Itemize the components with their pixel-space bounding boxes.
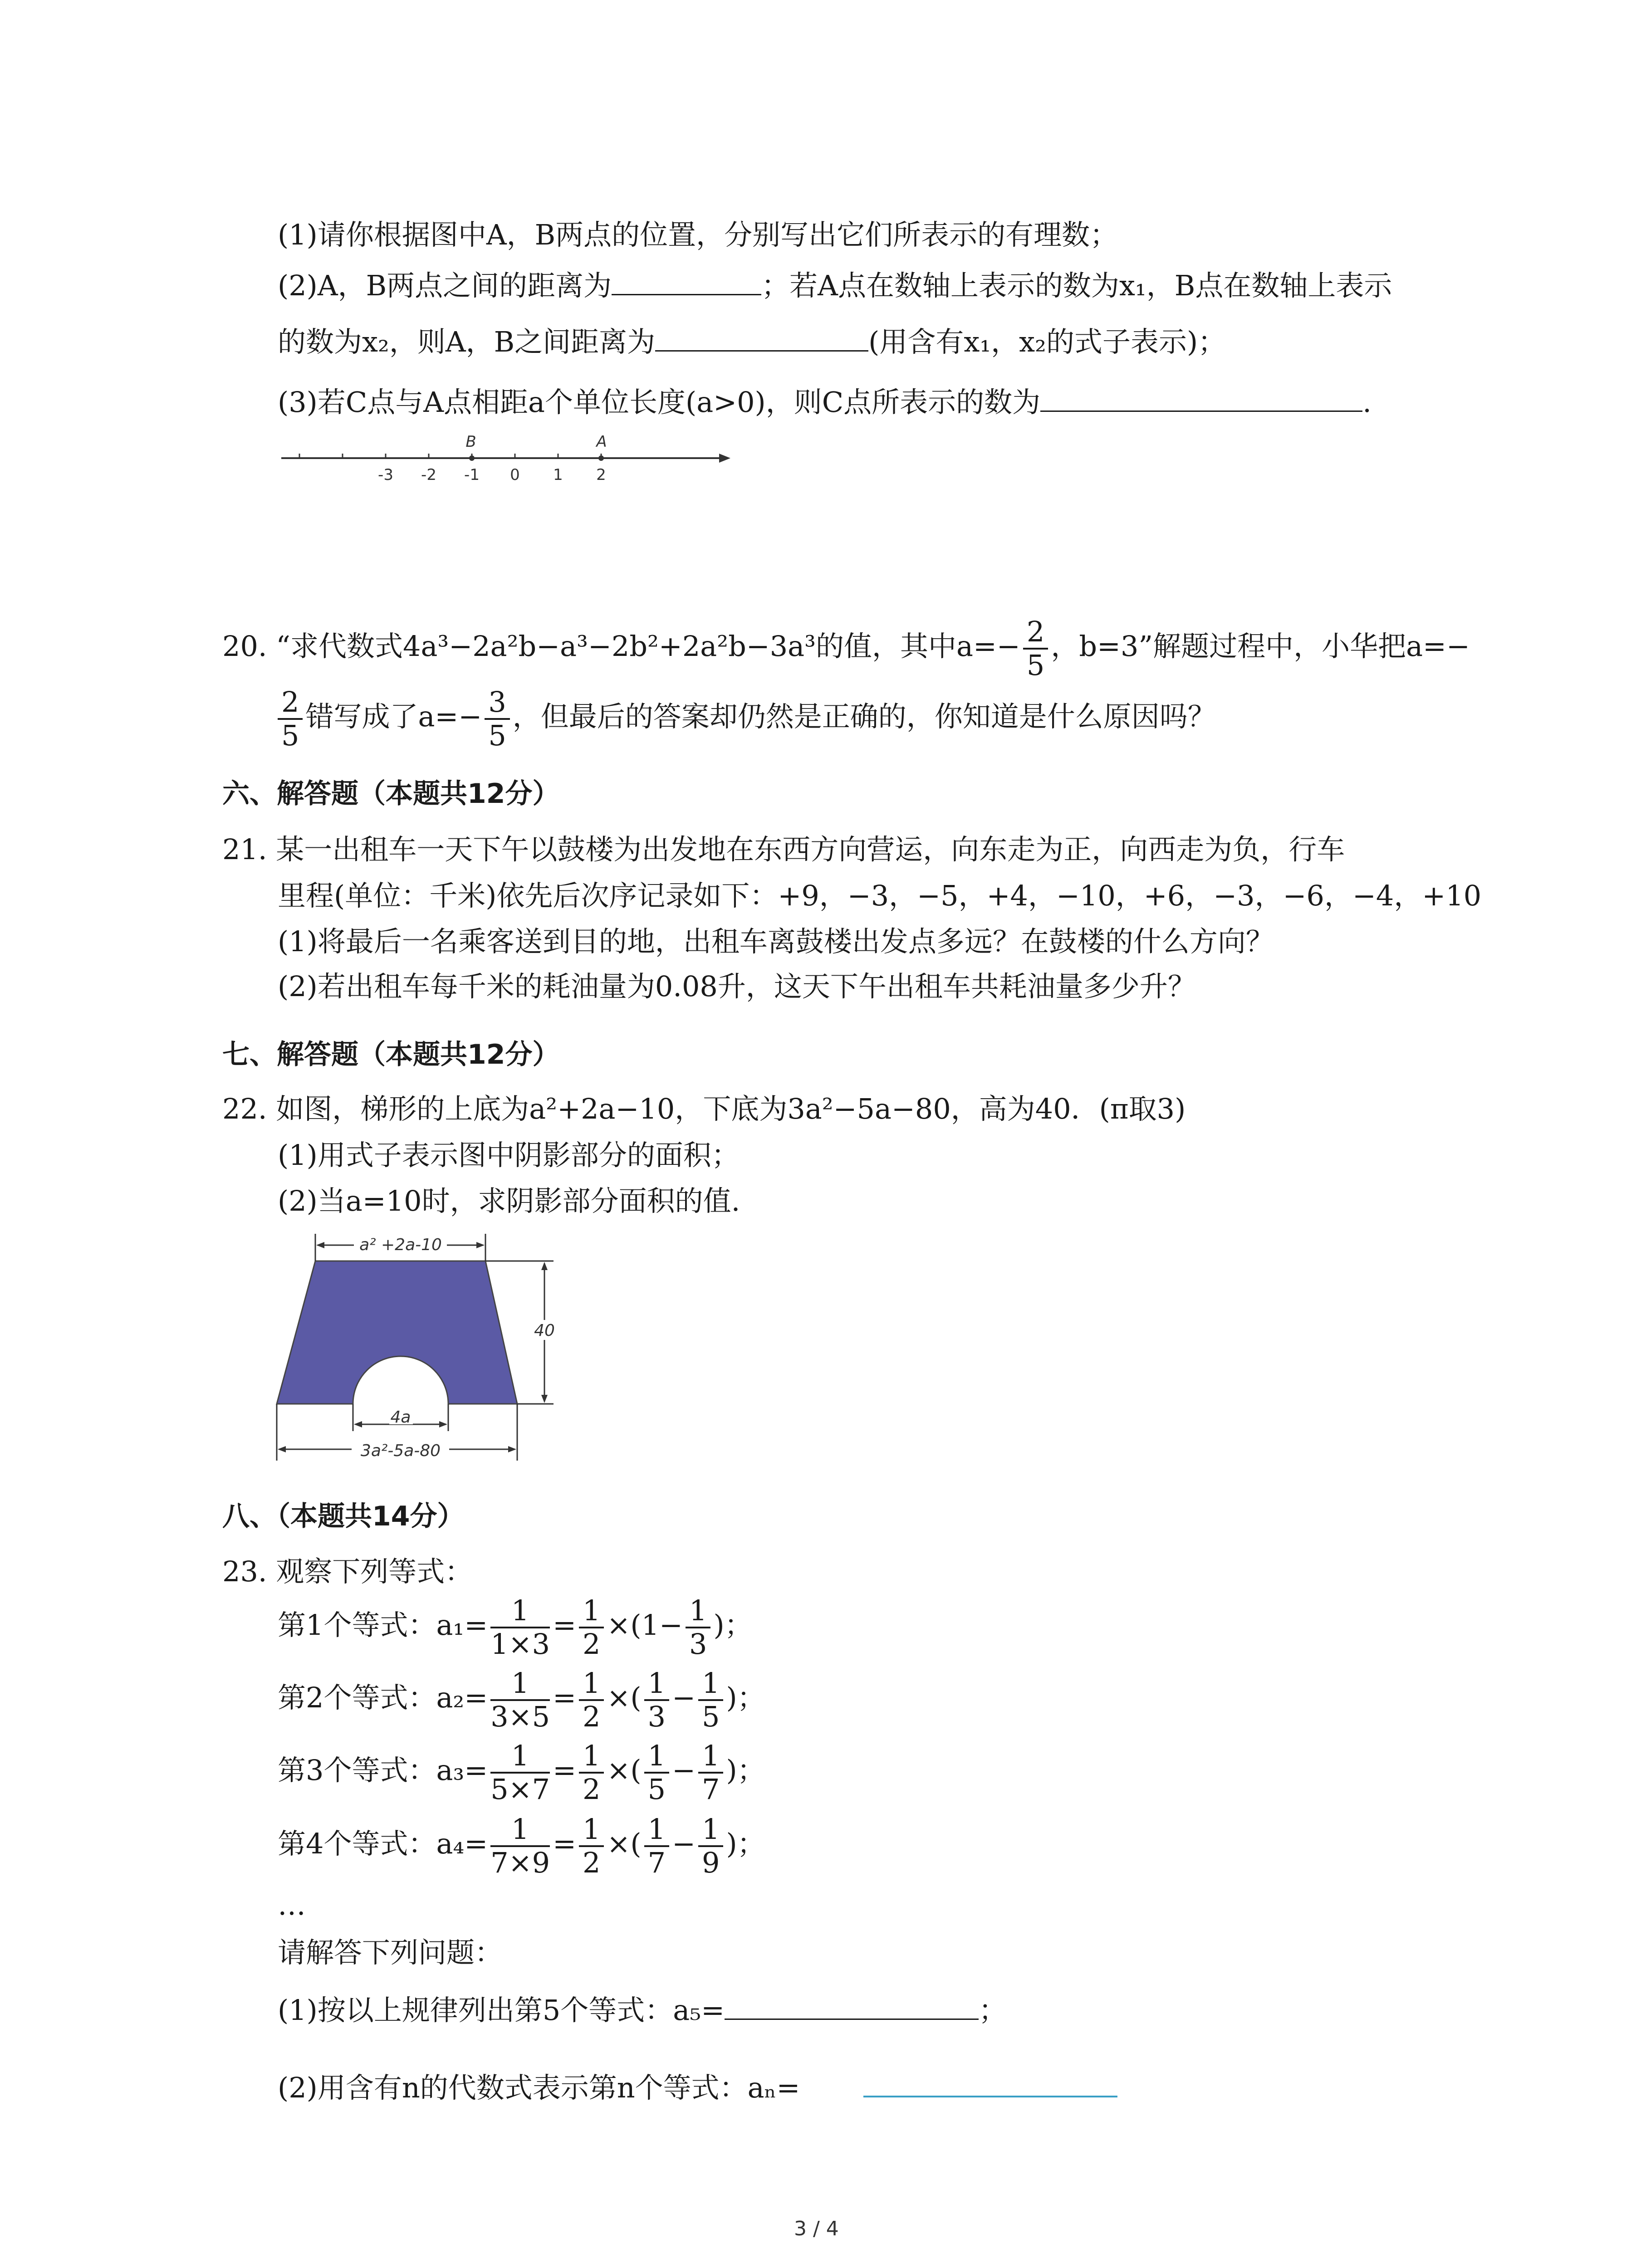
q23-part2: [278, 2068, 1117, 2106]
tick-label-1: 1: [553, 466, 563, 484]
q23-eq2-frac2: $\frac{1}{5}$: [698, 1667, 723, 1733]
q20-text-b: ，b=3”解题过程中，小华把a=−: [1051, 630, 1470, 663]
q21-line1: 21. 某一出租车一天下午以鼓楼为出发地在东西方向营运，向东走为正，向西走为负，行车: [222, 833, 1345, 866]
q23-eq2-tail: ×(: [607, 1681, 642, 1714]
q22-part2: (2)当a=10时，求阴影部分面积的值.: [278, 1184, 740, 1217]
q23-eq1-frac: $\frac{1}{1\times 3}$: [490, 1593, 550, 1661]
q23-eq2-label: 第2个等式：a₂=: [278, 1681, 488, 1714]
q23-eq2-half: $\frac{1}{2}$: [579, 1667, 604, 1733]
q23-part1: [278, 1991, 1007, 2028]
q23-eq2-frac1: $\frac{1}{3}$: [644, 1667, 669, 1733]
q19-part3: [278, 383, 1372, 420]
q23-equation-1: 第1个等式：a₁= $\frac{1}{1\times 3}$ = $\frac{1}{2}$ ×(1− $\frac{1}{3}$ )；: [278, 1593, 753, 1661]
q20-line2: [278, 683, 1216, 752]
page-number: 3 / 4: [794, 2217, 839, 2240]
q19-answer-blank-distance[interactable]: [612, 267, 761, 295]
tick-label-2: 2: [596, 466, 606, 484]
section-7-heading: 七、解答题（本题共12分）: [222, 1039, 560, 1070]
q19-part1: (1)请你根据图中A，B两点的位置，分别写出它们所表示的有理数；: [278, 218, 1118, 251]
top-base-label: a² +2a-10: [359, 1236, 442, 1254]
q19-part3-text-a: (3)若C点与A点相距a个单位长度(a>0)，则C点所表示的数为: [278, 386, 1041, 419]
q23-eq2-frac: $\frac{1}{3\times 5}$: [490, 1666, 550, 1733]
q23-eq4-frac1: $\frac{1}{7}$: [644, 1813, 669, 1879]
q20-line1: [222, 612, 1470, 681]
bottom-base-label: 3a²-5a-80: [360, 1442, 441, 1460]
q21-line2: 里程(单位：千米)依先后次序记录如下：+9，−3，−5，+4，−10，+6，−3，−6，−4，+10: [278, 879, 1482, 912]
q23-eq3-frac2: $\frac{1}{7}$: [698, 1740, 723, 1805]
q21-part2: (2)若出租车每千米的耗油量为0.08升，这天下午出租车共耗油量多少升？: [278, 970, 1196, 1003]
q23-eq1-frac2: $\frac{1}{3}$: [686, 1595, 710, 1660]
height-label: 40: [534, 1321, 555, 1340]
q23-eq4-end: )；: [726, 1827, 765, 1860]
q23-eq1-tail: ×(1−: [607, 1608, 683, 1642]
q23-equation-2: 第2个等式：a₂= $\frac{1}{3\times 5}$ = $\frac{1}{2}$ ×( $\frac{1}{3}$ − $\frac{1}{5}$ )；: [278, 1666, 765, 1733]
q23-answer-blank-a5[interactable]: [725, 1991, 979, 2020]
q23-eq4-frac2: $\frac{1}{9}$: [698, 1813, 723, 1879]
q23-part1-text: (1)按以上规律列出第5个等式：a₅=: [278, 1994, 725, 2027]
q20-text-c: 错写成了a=−: [305, 700, 482, 733]
q23-eq4-label: 第4个等式：a₄=: [278, 1827, 488, 1860]
q19-part2-text-a: (2)A，B两点之间的距离为: [278, 269, 612, 302]
q19-answer-blank-expression[interactable]: [655, 323, 868, 352]
hole-diameter-label: 4a: [390, 1408, 411, 1427]
number-line-figure: [277, 426, 740, 490]
tick-label-0: 0: [510, 466, 520, 484]
q19-part3-text-b: .: [1362, 386, 1372, 419]
q20-text-a: 20. “求代数式4a³−2a²b−a³−2b²+2a²b−3a³的值，其中a=−: [222, 630, 1020, 663]
q23-ellipsis: …: [278, 1888, 306, 1921]
section-8-heading: 八、（本题共14分）: [222, 1501, 465, 1532]
q23-eq1-half: $\frac{1}{2}$: [579, 1595, 604, 1660]
q23-ask: 请解答下列问题：: [278, 1936, 503, 1969]
q23-equation-4: 第4个等式：a₄= $\frac{1}{7\times 9}$ = $\frac{1}{2}$ ×( $\frac{1}{7}$ − $\frac{1}{9}$ )；: [278, 1812, 765, 1879]
q19-part2-text-b: ；若A点在数轴上表示的数为x₁，B点在数轴上表示: [761, 269, 1392, 302]
q23-eq3-label: 第3个等式：a₃=: [278, 1754, 488, 1787]
q23-answer-blank-an[interactable]: [863, 2068, 1117, 2097]
trapezoid-shaded-region: [277, 1261, 517, 1404]
q20-fraction-2-5-cont: $\frac{2}{5}$: [278, 686, 303, 752]
q19-answer-blank-c[interactable]: [1040, 383, 1362, 412]
q23-part2-text: (2)用含有n的代数式表示第n个等式：aₙ=: [278, 2071, 800, 2104]
q20-text-d: ，但最后的答案却仍然是正确的，你知道是什么原因吗？: [512, 700, 1216, 733]
q23-eq1-label: 第1个等式：a₁=: [278, 1608, 488, 1642]
q23-eq3-end: )；: [726, 1754, 765, 1787]
point-a-label: A: [596, 433, 607, 451]
point-a-marker: [598, 455, 604, 461]
q23-line1: 23. 观察下列等式：: [222, 1555, 473, 1588]
tick-label-neg2: -2: [421, 466, 436, 484]
q23-eq4-frac: $\frac{1}{7\times 9}$: [490, 1812, 550, 1879]
q23-eq3-frac: $\frac{1}{5\times 7}$: [490, 1739, 550, 1806]
q23-eq4-tail: ×(: [607, 1827, 642, 1860]
tick-label-neg3: -3: [378, 466, 393, 484]
q23-eq3-frac1: $\frac{1}{5}$: [644, 1740, 669, 1805]
q23-eq4-half: $\frac{1}{2}$: [579, 1813, 604, 1879]
trapezoid-figure: [272, 1225, 572, 1479]
point-b-label: B: [465, 433, 476, 451]
q20-fraction-2-5: $\frac{2}{5}$: [1023, 616, 1048, 681]
q23-eq1-end: )；: [713, 1608, 753, 1642]
q22-part1: (1)用式子表示图中阴影部分的面积；: [278, 1139, 740, 1172]
section-6-heading: 六、解答题（本题共12分）: [222, 778, 560, 810]
point-b-marker: [469, 455, 475, 461]
q22-line1: 22. 如图，梯形的上底为a²+2a−10，下底为3a²−5a−80，高为40．(π取3): [222, 1092, 1186, 1125]
q19-part2-line2: [278, 323, 1226, 360]
q19-part2-line1: [278, 267, 1392, 304]
tick-label-neg1: -1: [464, 466, 480, 484]
q19-part2-text-c: 的数为x₂，则A，B之间距离为: [278, 325, 656, 358]
q23-eq3-tail: ×(: [607, 1754, 642, 1787]
q20-fraction-3-5: $\frac{3}{5}$: [485, 686, 509, 752]
q23-part1-end: ；: [979, 1994, 1007, 2027]
q23-equation-3: 第3个等式：a₃= $\frac{1}{5\times 7}$ = $\frac{1}{2}$ ×( $\frac{1}{5}$ − $\frac{1}{7}$ )；: [278, 1739, 765, 1806]
q23-eq2-end: )；: [726, 1681, 765, 1714]
q21-part1: (1)将最后一名乘客送到目的地，出租车离鼓楼出发点多远？在鼓楼的什么方向？: [278, 925, 1274, 958]
q23-eq3-half: $\frac{1}{2}$: [579, 1740, 604, 1805]
q19-part2-text-d: (用含有x₁，x₂的式子表示)；: [868, 325, 1226, 358]
number-line-arrow: [719, 454, 730, 463]
